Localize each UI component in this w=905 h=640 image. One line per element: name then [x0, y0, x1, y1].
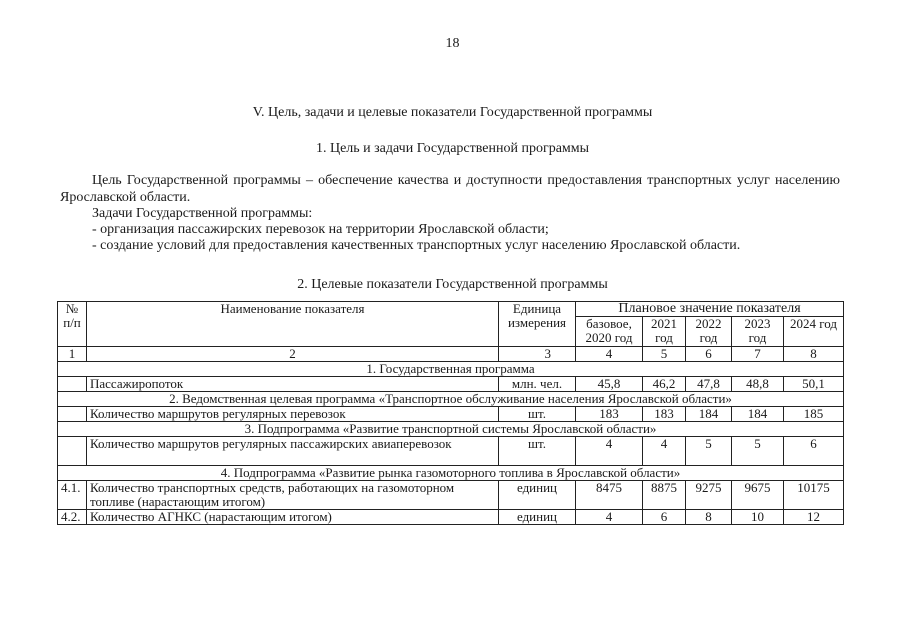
row-num: 4.2. [58, 510, 87, 525]
column-number: 2 [87, 347, 499, 362]
header-2023: 2023 год [732, 317, 784, 347]
column-number: 3 [499, 347, 576, 362]
header-name: Наименование показателя [87, 302, 499, 347]
section-title: 3. Подпрограмма «Развитие транспортной системы Ярославской области» [58, 422, 844, 437]
table-row [58, 377, 844, 392]
row-name: Пассажиропоток [87, 377, 499, 392]
row-num [58, 437, 87, 466]
row-num [58, 407, 87, 422]
column-number: 7 [732, 347, 784, 362]
section-heading-goal: 1. Цель и задачи Государственной программы [315, 141, 590, 156]
section-heading-indicators: 2. Целевые показатели Государственной программы [297, 277, 608, 292]
row-2021: 46,2 [643, 377, 686, 392]
header-2021: 2021 год [643, 317, 686, 347]
row-base: 8475 [576, 481, 643, 510]
row-2021: 6 [643, 510, 686, 525]
section-title-row [58, 392, 844, 407]
row-2024: 10175 [784, 481, 844, 510]
row-2024: 185 [784, 407, 844, 422]
table-row [58, 407, 844, 422]
row-name: Количество маршрутов регулярных пассажирских авиаперевозок [87, 437, 499, 466]
row-num: 4.1. [58, 481, 87, 510]
header-unit: Единица измерения [499, 302, 576, 347]
section-title: 4. Подпрограмма «Развитие рынка газомоторного топлива в Ярославской области» [58, 466, 844, 481]
section-title: 1. Государственная программа [58, 362, 844, 377]
section-title-row [58, 466, 844, 481]
chapter-heading: V. Цель, задачи и целевые показатели Государственной программы [252, 105, 653, 120]
column-number: 5 [643, 347, 686, 362]
row-2023: 5 [732, 437, 784, 466]
row-2024: 50,1 [784, 377, 844, 392]
page-number: 18 [445, 36, 460, 51]
column-number: 4 [576, 347, 643, 362]
row-unit: шт. [499, 407, 576, 422]
row-num [58, 377, 87, 392]
row-2024: 12 [784, 510, 844, 525]
row-unit: шт. [499, 437, 576, 466]
section-title-row [58, 422, 844, 437]
row-unit: млн. чел. [499, 377, 576, 392]
row-name: Количество АГНКС (нарастающим итогом) [87, 510, 499, 525]
header-row-1 [58, 302, 844, 317]
row-2023: 10 [732, 510, 784, 525]
section-title: 2. Ведомственная целевая программа «Транспортное обслуживание населения Ярославской области» [58, 392, 844, 407]
row-name: Количество транспортных средств, работающих на газомоторном топливе (нарастающим итогом) [87, 481, 499, 510]
table-row [58, 510, 844, 525]
indicators-table [57, 301, 844, 525]
header-base: базовое, 2020 год [576, 317, 643, 347]
task-item-2: - создание условий для предоставления качественных транспортных услуг населению Ярославской области. [92, 238, 741, 253]
row-base: 183 [576, 407, 643, 422]
row-2021: 4 [643, 437, 686, 466]
column-number: 1 [58, 347, 87, 362]
row-2023: 9675 [732, 481, 784, 510]
row-2023: 48,8 [732, 377, 784, 392]
row-2021: 8875 [643, 481, 686, 510]
row-2022: 8 [686, 510, 732, 525]
row-2022: 184 [686, 407, 732, 422]
row-unit: единиц [499, 481, 576, 510]
header-num: № п/п [58, 302, 87, 347]
row-base: 4 [576, 437, 643, 466]
task-item-1: - организация пассажирских перевозок на территории Ярославской области; [92, 222, 549, 237]
row-unit: единиц [499, 510, 576, 525]
row-2023: 184 [732, 407, 784, 422]
table-row [58, 481, 844, 510]
row-base: 45,8 [576, 377, 643, 392]
header-2024: 2024 год [784, 317, 844, 347]
goal-paragraph: Цель Государственной программы – обеспечение качества и доступности предоставления транспортных услуг населению Ярославской области. [60, 173, 840, 205]
table-row [58, 437, 844, 466]
row-base: 4 [576, 510, 643, 525]
row-2024: 6 [784, 437, 844, 466]
column-number: 8 [784, 347, 844, 362]
row-2022: 9275 [686, 481, 732, 510]
row-2021: 183 [643, 407, 686, 422]
section-title-row [58, 362, 844, 377]
column-number: 6 [686, 347, 732, 362]
header-2022: 2022 год [686, 317, 732, 347]
row-name: Количество маршрутов регулярных перевозок [87, 407, 499, 422]
row-2022: 47,8 [686, 377, 732, 392]
row-2022: 5 [686, 437, 732, 466]
header-plan: Плановое значение показателя [576, 302, 844, 317]
column-numbers-row [58, 347, 844, 362]
tasks-intro: Задачи Государственной программы: [92, 206, 313, 221]
